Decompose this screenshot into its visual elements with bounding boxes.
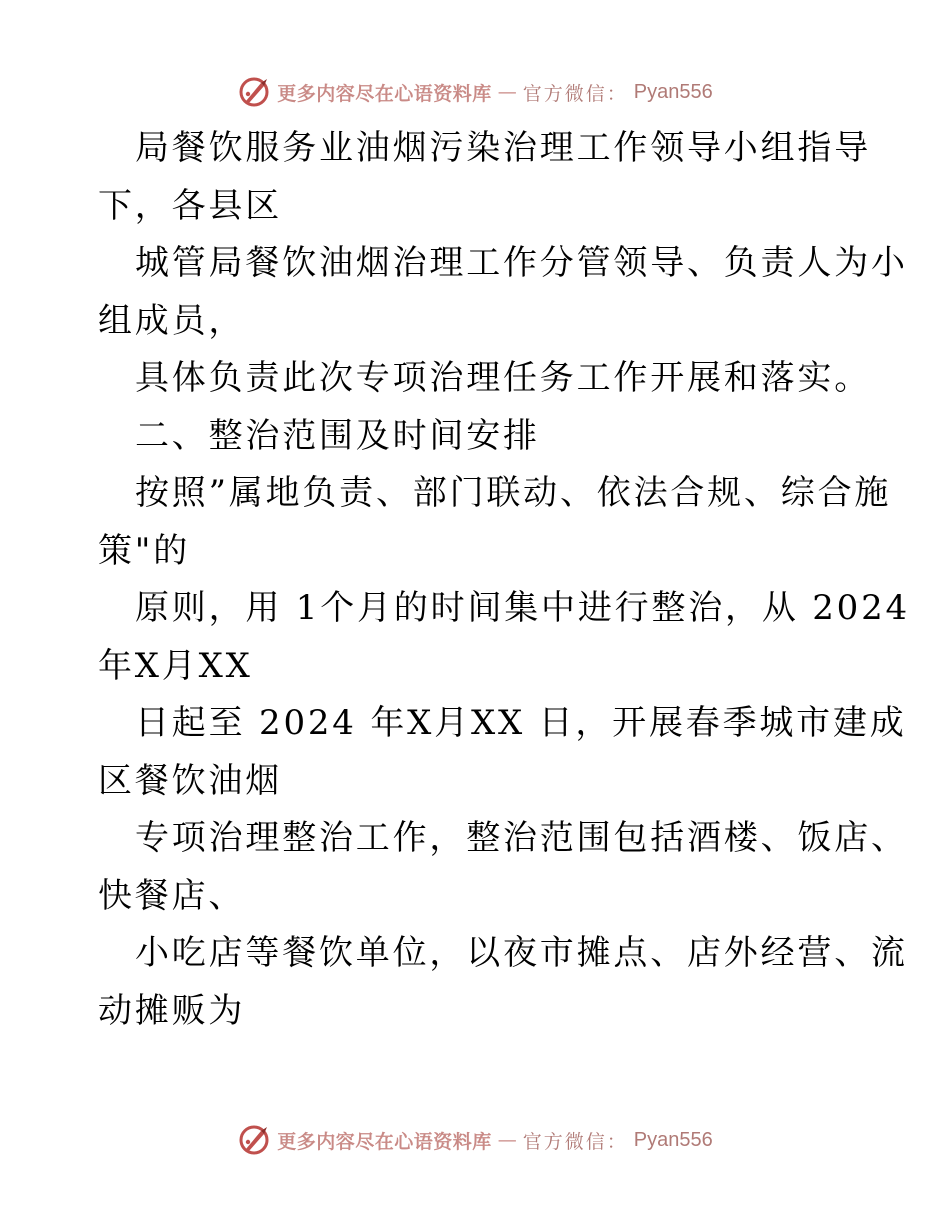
watermark-group — [237, 1123, 713, 1157]
watermark-separator: — — [497, 81, 517, 103]
watermark-wechat-id: Pyan556 — [633, 80, 713, 103]
paragraph-line: 小吃店等餐饮单位，以夜市摊点、店外经营、流 — [135, 933, 908, 973]
paragraph-line: 年X月XX — [98, 645, 253, 686]
paragraph-line: 组成员， — [98, 300, 246, 341]
document-body — [98, 120, 910, 1040]
watermark-wechat-id: Pyan556 — [633, 1128, 713, 1151]
paragraph-line: 日起至 2024 年X月XX 日，开展春季城市建成 — [135, 703, 907, 743]
paragraph-line: 快餐店、 — [98, 875, 246, 916]
header-watermark — [0, 72, 950, 112]
watermark-group — [237, 75, 713, 109]
paragraph-line: 按照”属地负责、部门联动、依法合规、综合施 — [135, 473, 892, 513]
paragraph-line: 具体负责此次专项治理任务工作开展和落实。 — [135, 358, 871, 398]
paragraph-line: 局餐饮服务业油烟污染治理工作领导小组指导 — [135, 128, 871, 168]
watermark-official-label: 官方微信： — [522, 1130, 628, 1153]
paragraph-line: 二、整治范围及时间安排 — [135, 415, 540, 456]
watermark-text: 更多内容尽在心语资料库 — [277, 82, 492, 105]
paragraph-line: 城管局餐饮油烟治理工作分管领导、负责人为小 — [135, 243, 908, 283]
footer-watermark — [0, 1120, 950, 1160]
quill-logo-icon — [237, 75, 271, 109]
paragraph-line: 专项治理整治工作，整治范围包括酒楼、饭店、 — [135, 818, 908, 858]
paragraph-line: 策"的 — [98, 530, 191, 571]
quill-logo-icon — [237, 1123, 271, 1157]
watermark-text: 更多内容尽在心语资料库 — [277, 1130, 492, 1153]
watermark-separator: — — [497, 1129, 517, 1151]
watermark-official-label: 官方微信： — [522, 82, 628, 105]
paragraph-line: 动摊贩为 — [98, 990, 246, 1031]
paragraph-line: 区餐饮油烟 — [98, 760, 282, 801]
paragraph-line: 原则，用 1个月的时间集中进行整治，从 2024 — [135, 588, 910, 628]
paragraph-line: 下，各县区 — [98, 185, 282, 226]
